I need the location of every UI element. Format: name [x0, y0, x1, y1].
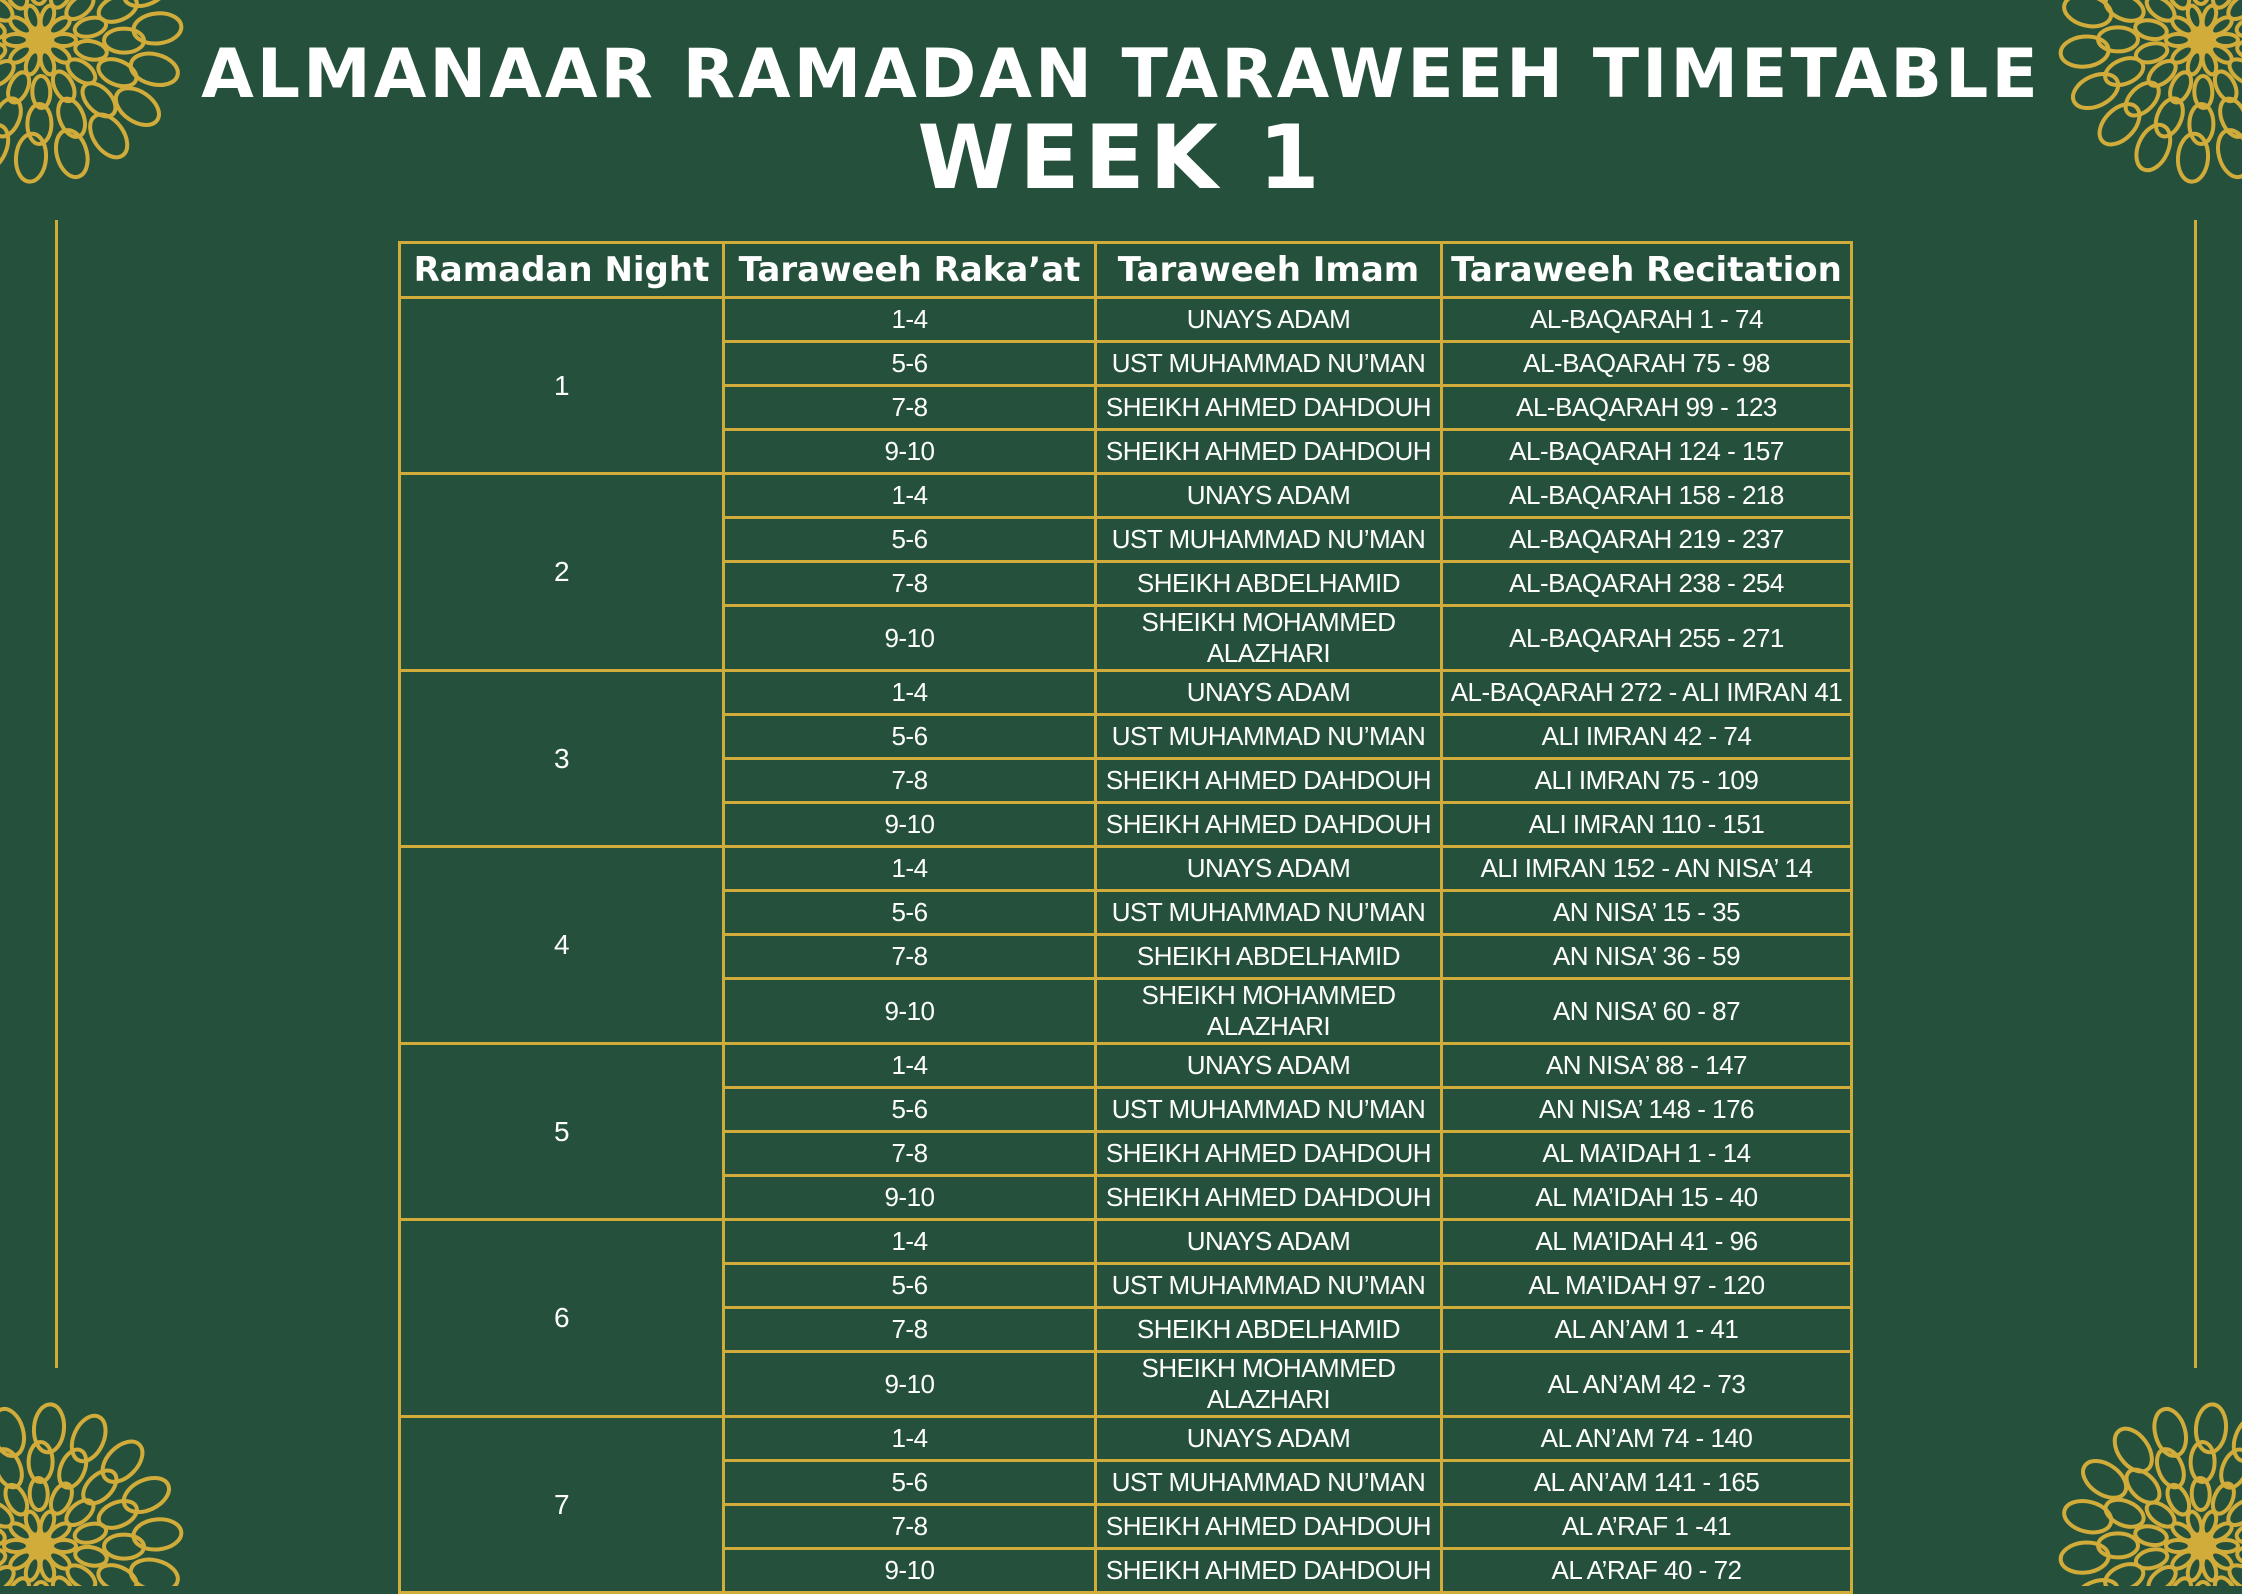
imam-cell: SHEIKH AHMED DAHDOUH [1096, 803, 1442, 847]
rakaat-cell: 5-6 [724, 342, 1096, 386]
rakaat-cell: 9-10 [724, 1549, 1096, 1593]
table-row [400, 298, 1852, 342]
rakaat-cell: 5-6 [724, 715, 1096, 759]
recitation-cell: AN NISA’ 148 - 176 [1442, 1088, 1852, 1132]
imam-cell: UNAYS ADAM [1096, 1417, 1442, 1461]
recitation-cell: AL-BAQARAH 124 - 157 [1442, 430, 1852, 474]
rakaat-cell: 1-4 [724, 671, 1096, 715]
mandala-ornament-icon [2042, 1386, 2242, 1586]
recitation-cell: AL-BAQARAH 238 - 254 [1442, 562, 1852, 606]
table-row [400, 474, 1852, 518]
column-header: Taraweeh Raka’at [724, 243, 1096, 298]
recitation-cell: AL-BAQARAH 272 - ALI IMRAN 41 [1442, 671, 1852, 715]
imam-cell: SHEIKH AHMED DAHDOUH [1096, 759, 1442, 803]
recitation-cell: AL MA’IDAH 41 - 96 [1442, 1220, 1852, 1264]
night-cell: 1 [400, 298, 724, 474]
recitation-cell: AL MA’IDAH 97 - 120 [1442, 1264, 1852, 1308]
imam-cell: SHEIKH AHMED DAHDOUH [1096, 430, 1442, 474]
recitation-cell: AL AN’AM 1 - 41 [1442, 1308, 1852, 1352]
imam-cell: UST MUHAMMAD NU’MAN [1096, 342, 1442, 386]
imam-cell: SHEIKH AHMED DAHDOUH [1096, 386, 1442, 430]
imam-cell: UST MUHAMMAD NU’MAN [1096, 1088, 1442, 1132]
rakaat-cell: 5-6 [724, 1264, 1096, 1308]
recitation-cell: ALI IMRAN 110 - 151 [1442, 803, 1852, 847]
recitation-cell: AL MA’IDAH 15 - 40 [1442, 1176, 1852, 1220]
rakaat-cell: 5-6 [724, 1461, 1096, 1505]
imam-cell: UNAYS ADAM [1096, 474, 1442, 518]
rakaat-cell: 1-4 [724, 1220, 1096, 1264]
rakaat-cell: 7-8 [724, 562, 1096, 606]
imam-cell: UST MUHAMMAD NU’MAN [1096, 1461, 1442, 1505]
rakaat-cell: 1-4 [724, 298, 1096, 342]
imam-cell: SHEIKH ABDELHAMID [1096, 935, 1442, 979]
rakaat-cell: 7-8 [724, 1132, 1096, 1176]
rakaat-cell: 9-10 [724, 430, 1096, 474]
table-row [400, 1044, 1852, 1088]
imam-cell: SHEIKH ABDELHAMID [1096, 1308, 1442, 1352]
column-header: Taraweeh Imam [1096, 243, 1442, 298]
taraweeh-table [398, 241, 1853, 1594]
night-cell: 7 [400, 1417, 724, 1593]
recitation-cell: AL AN’AM 42 - 73 [1442, 1352, 1852, 1417]
table-row [400, 1417, 1852, 1461]
recitation-cell: AL-BAQARAH 219 - 237 [1442, 518, 1852, 562]
night-cell: 5 [400, 1044, 724, 1220]
imam-cell: SHEIKH MOHAMMED ALAZHARI [1096, 979, 1442, 1044]
recitation-cell: AN NISA’ 60 - 87 [1442, 979, 1852, 1044]
imam-cell: UNAYS ADAM [1096, 671, 1442, 715]
recitation-cell: AL-BAQARAH 158 - 218 [1442, 474, 1852, 518]
imam-cell: SHEIKH AHMED DAHDOUH [1096, 1176, 1442, 1220]
recitation-cell: AL MA’IDAH 1 - 14 [1442, 1132, 1852, 1176]
rakaat-cell: 1-4 [724, 1044, 1096, 1088]
recitation-cell: AL-BAQARAH 1 - 74 [1442, 298, 1852, 342]
recitation-cell: ALI IMRAN 42 - 74 [1442, 715, 1852, 759]
column-header: Taraweeh Recitation [1442, 243, 1852, 298]
table-row [400, 671, 1852, 715]
rakaat-cell: 7-8 [724, 759, 1096, 803]
rakaat-cell: 1-4 [724, 847, 1096, 891]
recitation-cell: AL A’RAF 1 -41 [1442, 1505, 1852, 1549]
right-border-line [2194, 220, 2197, 1368]
column-header: Ramadan Night [400, 243, 724, 298]
imam-cell: SHEIKH MOHAMMED ALAZHARI [1096, 1352, 1442, 1417]
recitation-cell: ALI IMRAN 75 - 109 [1442, 759, 1852, 803]
recitation-cell: AL-BAQARAH 255 - 271 [1442, 606, 1852, 671]
recitation-cell: AL A’RAF 40 - 72 [1442, 1549, 1852, 1593]
night-cell: 4 [400, 847, 724, 1044]
recitation-cell: AL-BAQARAH 99 - 123 [1442, 386, 1852, 430]
imam-cell: SHEIKH MOHAMMED ALAZHARI [1096, 606, 1442, 671]
rakaat-cell: 9-10 [724, 803, 1096, 847]
table-body [400, 298, 1852, 1593]
week-subtitle: WEEK 1 [917, 106, 1325, 209]
recitation-cell: AL AN’AM 141 - 165 [1442, 1461, 1852, 1505]
rakaat-cell: 7-8 [724, 935, 1096, 979]
rakaat-cell: 9-10 [724, 606, 1096, 671]
mandala-ornament-icon [0, 1386, 200, 1586]
rakaat-cell: 7-8 [724, 1505, 1096, 1549]
night-cell: 2 [400, 474, 724, 671]
imam-cell: UNAYS ADAM [1096, 1044, 1442, 1088]
recitation-cell: AL-BAQARAH 75 - 98 [1442, 342, 1852, 386]
recitation-cell: AN NISA’ 36 - 59 [1442, 935, 1852, 979]
imam-cell: UNAYS ADAM [1096, 298, 1442, 342]
recitation-cell: AN NISA’ 15 - 35 [1442, 891, 1852, 935]
imam-cell: UNAYS ADAM [1096, 1220, 1442, 1264]
rakaat-cell: 7-8 [724, 386, 1096, 430]
night-cell: 3 [400, 671, 724, 847]
rakaat-cell: 9-10 [724, 1176, 1096, 1220]
imam-cell: SHEIKH ABDELHAMID [1096, 562, 1442, 606]
rakaat-cell: 5-6 [724, 891, 1096, 935]
rakaat-cell: 7-8 [724, 1308, 1096, 1352]
imam-cell: UST MUHAMMAD NU’MAN [1096, 891, 1442, 935]
recitation-cell: ALI IMRAN 152 - AN NISA’ 14 [1442, 847, 1852, 891]
table-header-row [400, 243, 1852, 298]
imam-cell: SHEIKH AHMED DAHDOUH [1096, 1549, 1442, 1593]
rakaat-cell: 1-4 [724, 474, 1096, 518]
imam-cell: UST MUHAMMAD NU’MAN [1096, 715, 1442, 759]
imam-cell: UST MUHAMMAD NU’MAN [1096, 1264, 1442, 1308]
rakaat-cell: 9-10 [724, 1352, 1096, 1417]
rakaat-cell: 5-6 [724, 518, 1096, 562]
left-border-line [55, 220, 58, 1368]
rakaat-cell: 1-4 [724, 1417, 1096, 1461]
recitation-cell: AN NISA’ 88 - 147 [1442, 1044, 1852, 1088]
imam-cell: SHEIKH AHMED DAHDOUH [1096, 1132, 1442, 1176]
page-title: ALMANAAR RAMADAN TARAWEEH TIMETABLE [201, 35, 2041, 114]
imam-cell: SHEIKH AHMED DAHDOUH [1096, 1505, 1442, 1549]
recitation-cell: AL AN’AM 74 - 140 [1442, 1417, 1852, 1461]
table-row [400, 1220, 1852, 1264]
table-row [400, 847, 1852, 891]
imam-cell: UST MUHAMMAD NU’MAN [1096, 518, 1442, 562]
rakaat-cell: 9-10 [724, 979, 1096, 1044]
rakaat-cell: 5-6 [724, 1088, 1096, 1132]
night-cell: 6 [400, 1220, 724, 1417]
imam-cell: UNAYS ADAM [1096, 847, 1442, 891]
